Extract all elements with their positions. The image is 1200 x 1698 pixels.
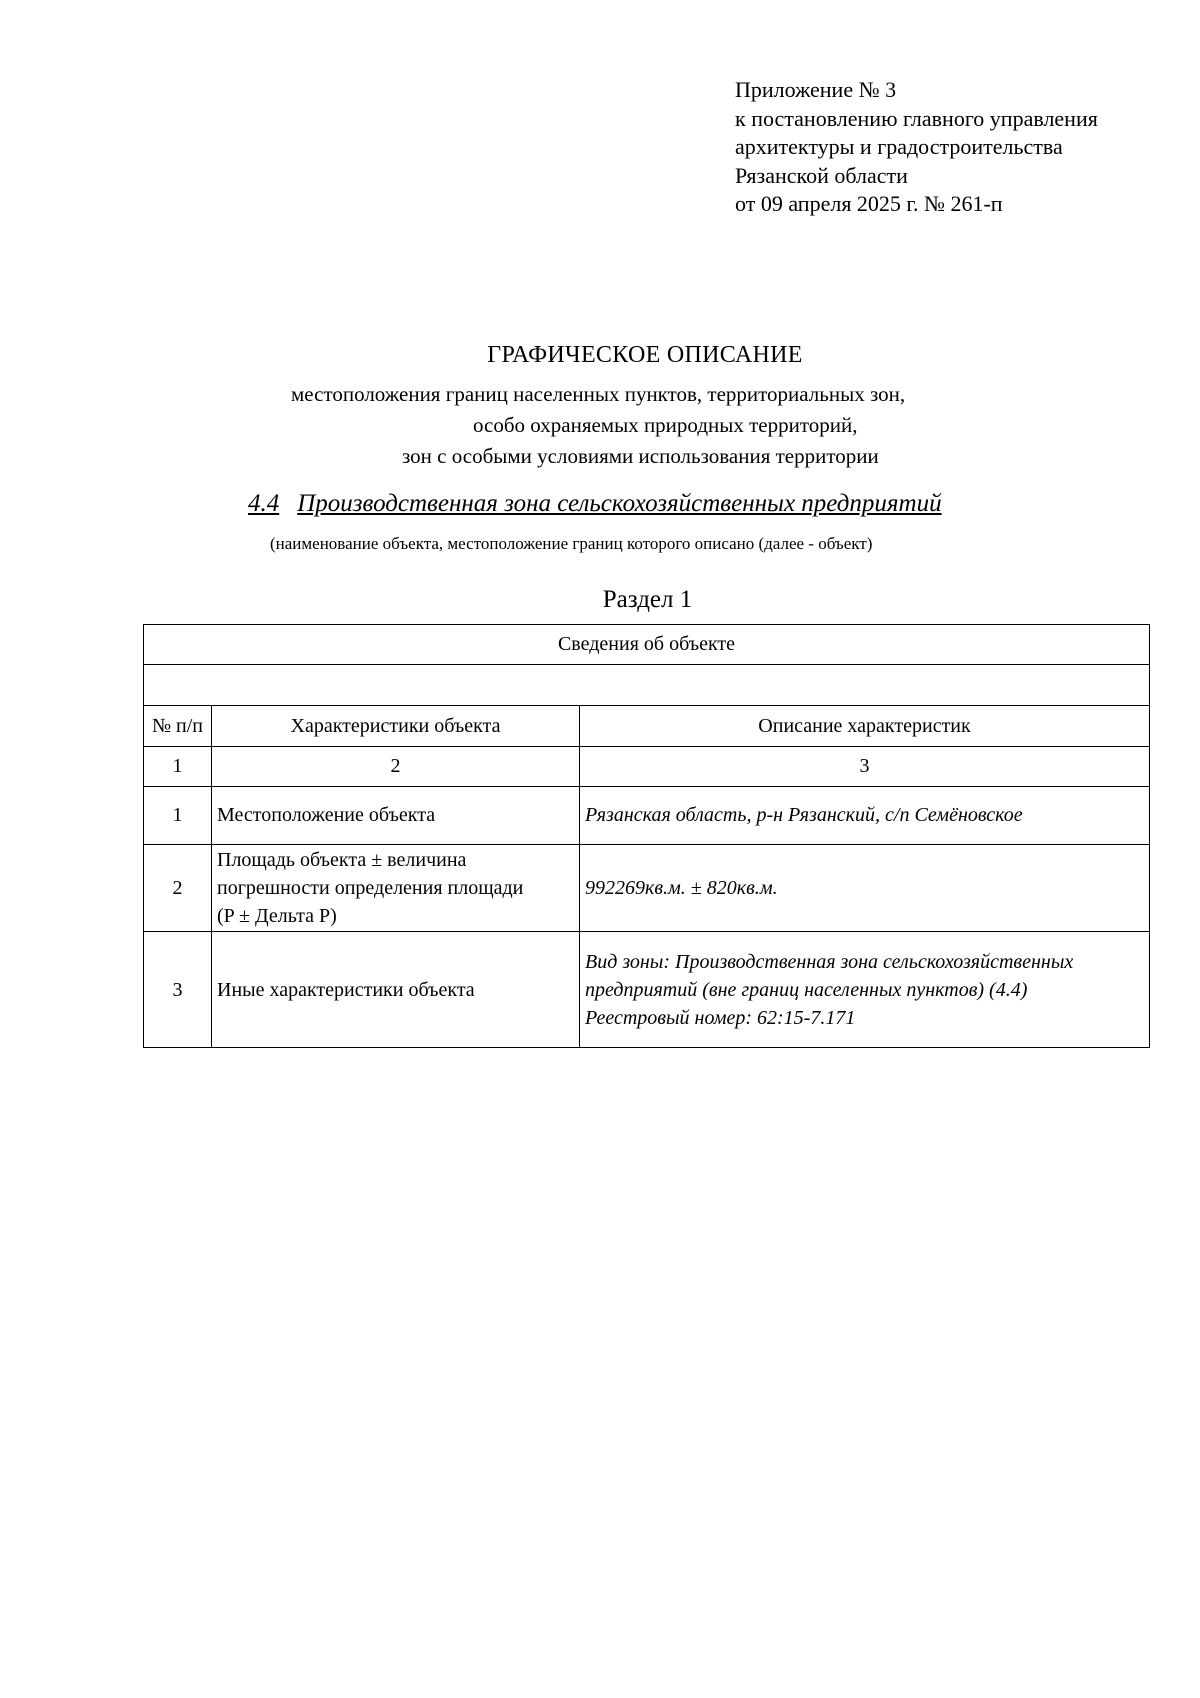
table-blank-cell: [144, 665, 1150, 706]
characteristic-cell: [212, 845, 580, 932]
column-header: Характеристики объекта: [212, 706, 580, 747]
table-row: [144, 845, 1150, 932]
characteristic-line: погрешности определения площади: [217, 877, 524, 899]
object-number: 4.4: [248, 490, 280, 517]
object-caption: (наименование объекта, местоположение границ которого описано (далее - объект): [270, 534, 873, 553]
characteristic-line: Местоположение объекта: [217, 804, 436, 826]
description-line: Рязанская область, р-н Рязанский, с/п Семёновское: [585, 804, 1023, 826]
object-info-table: [143, 624, 1150, 1048]
row-number: 2: [144, 845, 212, 932]
characteristic-cell: [212, 787, 580, 845]
column-number: 3: [580, 747, 1150, 787]
column-header: № п/п: [144, 706, 212, 747]
description-cell: [580, 932, 1150, 1048]
object-name: Производственная зона сельскохозяйственных предприятий: [297, 490, 942, 517]
description-line: Вид зоны: Производственная зона сельскохозяйственных: [585, 950, 1074, 973]
appendix-line: от 09 апреля 2025 г. № 261-п: [735, 191, 1003, 216]
row-number: 1: [144, 787, 212, 845]
appendix-line: Рязанской области: [735, 162, 908, 188]
table-header-row: [144, 706, 1150, 747]
appendix-block: [735, 76, 1098, 219]
column-number: 1: [144, 747, 212, 787]
characteristic-line: Иные характеристики объекта: [217, 978, 475, 1001]
description-cell: [580, 845, 1150, 932]
appendix-line: к постановлению главного управления: [735, 105, 1098, 131]
subtitle-line: местоположения границ населенных пунктов, территориальных зон,: [291, 382, 906, 406]
column-header: Описание характеристик: [580, 706, 1150, 747]
subtitle-line: особо охраняемых природных территорий,: [473, 413, 858, 437]
object-name-line: [248, 490, 942, 518]
section-title: Раздел 1: [602, 586, 693, 613]
table-title-row: [144, 625, 1150, 665]
table-row: [144, 932, 1150, 1048]
row-number: 3: [144, 932, 212, 1048]
table-row: [144, 787, 1150, 845]
table-blank-row: [144, 665, 1150, 706]
characteristic-cell: [212, 932, 580, 1048]
appendix-line: Приложение № 3: [735, 77, 897, 102]
table-column-number-row: [144, 747, 1150, 787]
description-cell: [580, 787, 1150, 845]
table-title-cell: Сведения об объекте: [144, 625, 1150, 665]
characteristic-line: Площадь объекта ± величина: [217, 849, 467, 871]
description-line: Реестровый номер: 62:15-7.171: [585, 1006, 856, 1029]
subtitle-line: зон с особыми условиями использования территории: [402, 444, 879, 468]
description-line: предприятий (вне границ населенных пунктов) (4.4): [585, 978, 1028, 1001]
description-line: 992269кв.м. ± 820кв.м.: [585, 877, 778, 899]
appendix-line: архитектуры и градостроительства: [735, 134, 1063, 159]
document-title: ГРАФИЧЕСКОЕ ОПИСАНИЕ: [487, 342, 803, 368]
column-number: 2: [212, 747, 580, 787]
characteristic-line: (P ± Дельта P): [217, 905, 337, 927]
